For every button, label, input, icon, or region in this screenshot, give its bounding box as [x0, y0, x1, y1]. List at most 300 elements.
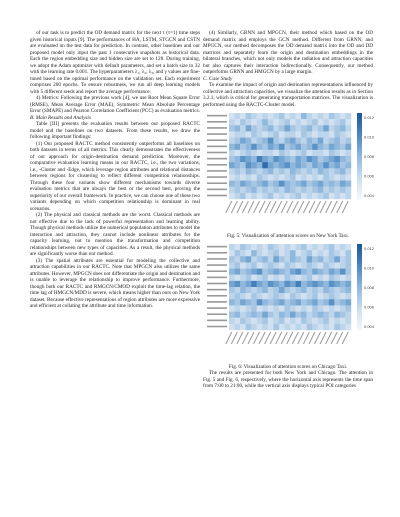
col-tick-mark — [281, 201, 287, 213]
heatmap-cell — [235, 275, 241, 281]
heatmap-cell — [229, 244, 235, 250]
colorbar-tick-label: 0.004 — [364, 324, 375, 329]
heatmap-cell — [323, 168, 329, 174]
heatmap-cell — [268, 150, 274, 156]
heatmap-cell — [262, 162, 268, 168]
heatmap-cell — [329, 287, 335, 293]
heatmap-cell — [296, 269, 302, 275]
heatmap-cell — [246, 275, 252, 281]
row-tick-mark — [207, 277, 227, 279]
heatmap-cell — [334, 256, 340, 262]
heatmap-cell — [334, 162, 340, 168]
heatmap-cell — [312, 244, 318, 250]
heatmap-cell — [323, 162, 329, 168]
heatmap-cell — [279, 150, 285, 156]
heatmap-cell — [318, 275, 324, 281]
col-tick-mark — [287, 201, 293, 213]
heatmap-cell — [307, 281, 313, 287]
heatmap-cell — [268, 125, 274, 131]
left-paragraph-b-1: (1) Our proposed RACTC method consistently outperforms all baselines on both datasets in terms of all metrics. This clearly demonstrates the effectiveness of our approach for origin-destination demand prediction. Moreover, the comparative evaluation learning means in our RACTC, i.e., the two variations, i.e., -Cluster and -Edge, which leverage region attributes and relational distances between regions for clustering to reflect different competition relationships. Through these four variants show different mechanisms towards diverse evaluation metrics that are always the best or the second best, proving the superiority of our overall framework. In practice, we can choose one of these two variants depending on which competition relationship is dominant in real scenarios. — [30, 140, 200, 212]
heatmap-cell — [246, 318, 252, 324]
heatmap-cell — [334, 312, 340, 318]
heatmap-cell — [334, 125, 340, 131]
col-tick-mark — [331, 201, 337, 213]
col-tick-mark — [254, 201, 260, 213]
row-tick-mark — [207, 313, 227, 315]
heatmap-cell — [323, 318, 329, 324]
heatmap-cell — [251, 324, 257, 330]
heatmap-cell — [340, 262, 346, 268]
heatmap-cell — [334, 119, 340, 125]
heatmap-cell — [240, 299, 246, 305]
heatmap-cell — [262, 150, 268, 156]
colorbar-segment — [357, 267, 362, 270]
heatmap-cell — [329, 318, 335, 324]
heatmap-cell — [235, 156, 241, 162]
heatmap-cell — [301, 281, 307, 287]
heatmap-cell — [345, 250, 351, 256]
row-tick-mark — [207, 326, 227, 328]
heatmap-cell — [251, 244, 257, 250]
heatmap-cell — [318, 324, 324, 330]
heatmap-cell — [229, 281, 235, 287]
heatmap-cell — [257, 181, 263, 187]
heatmap-cell — [345, 174, 351, 180]
heatmap-cell — [229, 187, 235, 193]
heatmap-cell — [345, 281, 351, 287]
heatmap-cell — [340, 119, 346, 125]
heatmap-cell — [290, 119, 296, 125]
colorbar-tick-label: 0.006 — [364, 173, 375, 179]
heatmap-cell — [312, 256, 318, 262]
heatmap-cell — [240, 293, 246, 299]
heatmap-cell — [334, 287, 340, 293]
colorbar-segment — [357, 316, 362, 319]
heatmap-cell — [290, 299, 296, 305]
row-tick-mark — [207, 320, 227, 322]
heatmap-cell — [235, 168, 241, 174]
heatmap-cell — [279, 256, 285, 262]
heatmap-cell — [262, 193, 268, 199]
heatmap-cell — [318, 144, 324, 150]
heatmap-cell — [246, 138, 252, 144]
heatmap-cell — [273, 244, 279, 250]
heatmap-cell — [240, 269, 246, 275]
heatmap-cell — [307, 244, 313, 250]
heatmap-cell — [323, 187, 329, 193]
heatmap-cell — [262, 187, 268, 193]
heatmap-cell — [296, 156, 302, 162]
heatmap-cell — [235, 138, 241, 144]
col-tick-mark — [292, 332, 298, 344]
heatmap-cell — [329, 293, 335, 299]
heatmap-cell — [279, 250, 285, 256]
heatmap-cell — [229, 299, 235, 305]
heatmap-cell — [323, 174, 329, 180]
heatmap-cell — [296, 113, 302, 119]
heatmap-cell — [268, 287, 274, 293]
colorbar-segment — [357, 130, 362, 133]
heatmap-cell — [235, 299, 241, 305]
heatmap-cell — [307, 193, 313, 199]
heatmap-cell — [334, 138, 340, 144]
heatmap-cell — [318, 269, 324, 275]
heatmap-cell — [312, 305, 318, 311]
heatmap-cell — [323, 150, 329, 156]
heatmap-cell — [279, 168, 285, 174]
heatmap-cell — [301, 156, 307, 162]
col-tick-mark — [309, 201, 315, 213]
heatmap-cell — [273, 119, 279, 125]
col-tick-mark — [326, 201, 332, 213]
heatmap-cell — [329, 162, 335, 168]
heatmap-cell — [262, 275, 268, 281]
heatmap-cell — [257, 168, 263, 174]
heatmap-cell — [262, 256, 268, 262]
colorbar-segment — [357, 147, 362, 150]
heatmap-cell — [284, 138, 290, 144]
heatmap-cell — [235, 312, 241, 318]
heatmap-cell — [312, 250, 318, 256]
colorbar-segment — [357, 188, 362, 191]
colorbar-segment — [357, 278, 362, 281]
heatmap-cell — [273, 138, 279, 144]
heatmap-cell — [312, 293, 318, 299]
col-tick-mark — [298, 201, 304, 213]
heatmap-cell — [229, 113, 235, 119]
heatmap-cell — [318, 174, 324, 180]
colorbar-segment — [357, 264, 362, 267]
heatmap-cell — [290, 293, 296, 299]
heatmap-cell — [251, 299, 257, 305]
heatmap-cell — [257, 262, 263, 268]
heatmap-cell — [334, 324, 340, 330]
heatmap-cell — [301, 312, 307, 318]
heatmap-cell — [290, 318, 296, 324]
colorbar-segment — [357, 290, 362, 293]
heatmap-cell — [262, 287, 268, 293]
heatmap-cell — [284, 119, 290, 125]
heatmap-cell — [246, 269, 252, 275]
col-tick-mark — [270, 332, 276, 344]
heatmap-cell — [329, 275, 335, 281]
heatmap-cell — [301, 119, 307, 125]
heatmap-cell — [296, 287, 302, 293]
heatmap-cell — [246, 181, 252, 187]
heatmap-cell — [279, 193, 285, 199]
heatmap-cell — [334, 156, 340, 162]
colorbar-segment — [357, 139, 362, 142]
heatmap-cell — [312, 156, 318, 162]
heatmap-cell — [296, 305, 302, 311]
row-tick-mark — [207, 289, 227, 291]
heatmap-cell — [323, 312, 329, 318]
heatmap-cell — [307, 287, 313, 293]
col-tick-mark — [331, 332, 337, 344]
colorbar-segment — [357, 293, 362, 296]
heatmap-cell — [312, 131, 318, 137]
heatmap-cell — [279, 125, 285, 131]
row-tick-mark — [207, 307, 227, 309]
heatmap-cell — [251, 262, 257, 268]
col-tick-mark — [231, 332, 237, 344]
heatmap-cell — [229, 138, 235, 144]
colorbar-segment — [357, 310, 362, 313]
heatmap-cell — [323, 125, 329, 131]
heatmap-cell — [323, 138, 329, 144]
heatmap-cell — [273, 312, 279, 318]
heatmap-cell — [273, 162, 279, 168]
col-tick-mark — [248, 332, 254, 344]
heatmap-cell — [323, 281, 329, 287]
heatmap-cell — [307, 256, 313, 262]
heatmap-cell — [229, 162, 235, 168]
fig6-heatmap — [203, 242, 373, 362]
heatmap-cell — [284, 269, 290, 275]
heatmap-cell — [246, 119, 252, 125]
heatmap-cell — [318, 131, 324, 137]
heatmap-cell — [340, 187, 346, 193]
heatmap-cell — [251, 119, 257, 125]
heatmap-cell — [268, 138, 274, 144]
heatmap-cell — [257, 150, 263, 156]
heatmap-cell — [290, 138, 296, 144]
col-tick-mark — [248, 201, 254, 213]
heatmap-cell — [290, 181, 296, 187]
heatmap-cell — [273, 262, 279, 268]
heatmap-cell — [257, 256, 263, 262]
heatmap-cell — [235, 162, 241, 168]
heatmap-cell — [307, 150, 313, 156]
col-tick-mark — [231, 201, 237, 213]
heatmap-cell — [312, 162, 318, 168]
heatmap-cell — [345, 324, 351, 330]
heatmap-cell — [240, 156, 246, 162]
row-tick-mark — [207, 152, 227, 154]
colorbar-tick-label: 0.010 — [364, 265, 375, 271]
colorbar-tick-label: 0.012 — [364, 115, 375, 120]
heatmap-cell — [257, 193, 263, 199]
heatmap-cell — [296, 181, 302, 187]
heatmap-cell — [290, 287, 296, 293]
heatmap-cell — [229, 181, 235, 187]
heatmap-cell — [229, 287, 235, 293]
heatmap-cell — [323, 181, 329, 187]
heatmap-cell — [307, 125, 313, 131]
col-tick-mark — [292, 201, 298, 213]
heatmap-cell — [257, 138, 263, 144]
heatmap-cell — [318, 256, 324, 262]
heatmap-cell — [246, 256, 252, 262]
heatmap-cell — [240, 287, 246, 293]
heatmap-cell — [323, 193, 329, 199]
heatmap-cell — [268, 181, 274, 187]
heatmap-cell — [312, 299, 318, 305]
heatmap-cell — [229, 156, 235, 162]
heatmap-cell — [284, 287, 290, 293]
left-paragraph-0: of our task is to predict the OD demand matrix for the next τ (τ=1) time steps given historical inputs [9]. The performances of HA, LSTM, STGCN and CSTN are evaluated on the test data for prediction. In contrast, other baselines and our proposed model only input the past 1 consecutive snapshots as historical data. Each the region embedding size and hidden size are set to 128. During training, we adopt the Adam optimizer with default parameters, and set a batch size to 32 with the learning rate 0.001. The hyperparameters λ₁, λ₂, λ₃, and γ values are fine-tuned based on the optimal performance on the validation set. Each experiment comprises 200 epochs. To ensure robustness, we run all deep learning models with 5 different seeds and report the average performance. — [30, 30, 201, 95]
col-tick-mark — [303, 201, 309, 213]
row-tick-mark — [207, 195, 227, 197]
section-heading-case-study: C. Case Study — [203, 75, 233, 82]
heatmap-cell — [262, 174, 268, 180]
row-tick-mark — [207, 133, 227, 135]
heatmap-cell — [307, 138, 313, 144]
colorbar-segment — [357, 261, 362, 264]
heatmap-cell — [279, 312, 285, 318]
heatmap-cell — [301, 299, 307, 305]
colorbar-segment — [357, 182, 362, 185]
heatmap-cell — [235, 113, 241, 119]
heatmap-cell — [262, 312, 268, 318]
heatmap-cell — [334, 131, 340, 137]
heatmap-cell — [312, 324, 318, 330]
colorbar-segment — [357, 133, 362, 136]
figure-6 — [203, 242, 373, 362]
heatmap-cell — [296, 193, 302, 199]
heatmap-cell — [290, 256, 296, 262]
heatmap-cell — [246, 324, 252, 330]
heatmap-cell — [279, 269, 285, 275]
heatmap-cell — [345, 187, 351, 193]
heatmap-cell — [290, 150, 296, 156]
heatmap-cell — [262, 131, 268, 137]
heatmap-cell — [262, 269, 268, 275]
col-tick-mark — [320, 332, 326, 344]
heatmap-cell — [296, 256, 302, 262]
colorbar-segment — [357, 287, 362, 290]
heatmap-cell — [273, 181, 279, 187]
heatmap-cell — [262, 156, 268, 162]
heatmap-cell — [235, 256, 241, 262]
heatmap-cell — [262, 318, 268, 324]
col-tick-mark — [242, 332, 248, 344]
heatmap-cell — [307, 144, 313, 150]
heatmap-cell — [257, 299, 263, 305]
heatmap-cell — [345, 181, 351, 187]
heatmap-cell — [235, 269, 241, 275]
heatmap-cell — [340, 287, 346, 293]
heatmap-cell — [345, 269, 351, 275]
heatmap-cell — [334, 193, 340, 199]
colorbar-tick-label: 0.008 — [364, 285, 375, 290]
colorbar-segment — [357, 253, 362, 256]
heatmap-cell — [246, 312, 252, 318]
heatmap-cell — [290, 269, 296, 275]
heatmap-cell — [318, 193, 324, 199]
heatmap-cell — [240, 162, 246, 168]
heatmap-cell — [257, 269, 263, 275]
row-tick-mark — [207, 264, 227, 266]
heatmap-cell — [257, 119, 263, 125]
heatmap-cell — [229, 305, 235, 311]
heatmap-cell — [246, 187, 252, 193]
heatmap-cell — [296, 119, 302, 125]
heatmap-cell — [268, 250, 274, 256]
row-tick-mark — [207, 115, 227, 117]
heatmap-cell — [329, 256, 335, 262]
right-paragraphs — [203, 30, 373, 76]
heatmap-cell — [301, 250, 307, 256]
heatmap-cell — [345, 287, 351, 293]
heatmap-cell — [279, 174, 285, 180]
colorbar-segment — [357, 301, 362, 304]
heatmap-cell — [334, 262, 340, 268]
heatmap-cell — [273, 269, 279, 275]
section-heading-main-results: B. Main Results and Analysis — [30, 114, 91, 121]
heatmap-cell — [318, 125, 324, 131]
heatmap-cell — [318, 305, 324, 311]
heatmap-cell — [296, 138, 302, 144]
col-tick-mark — [265, 201, 271, 213]
heatmap-cell — [262, 281, 268, 287]
heatmap-cell — [229, 119, 235, 125]
heatmap-cell — [296, 244, 302, 250]
heatmap-cell — [318, 262, 324, 268]
col-tick-mark — [270, 201, 276, 213]
heatmap-cell — [323, 269, 329, 275]
heatmap-cell — [240, 150, 246, 156]
heatmap-cell — [312, 318, 318, 324]
heatmap-cell — [340, 181, 346, 187]
heatmap-cell — [246, 305, 252, 311]
heatmap-cell — [246, 262, 252, 268]
heatmap-cell — [307, 305, 313, 311]
heatmap-cell — [251, 187, 257, 193]
heatmap-cell — [246, 144, 252, 150]
heatmap-cell — [251, 256, 257, 262]
heatmap-cell — [235, 318, 241, 324]
heatmap-cell — [251, 131, 257, 137]
heatmap-cell — [284, 174, 290, 180]
heatmap-cell — [340, 305, 346, 311]
heatmap-cell — [268, 187, 274, 193]
colorbar-segment — [357, 296, 362, 299]
colorbar-segment — [357, 319, 362, 322]
heatmap-cell — [307, 113, 313, 119]
heatmap-cell — [323, 293, 329, 299]
fig5-heatmap — [203, 111, 373, 231]
row-tick-mark — [207, 301, 227, 303]
left-column — [30, 30, 200, 310]
heatmap-cell — [240, 174, 246, 180]
heatmap-cell — [290, 162, 296, 168]
heatmap-cell — [318, 244, 324, 250]
heatmap-cell — [307, 269, 313, 275]
heatmap-cell — [284, 150, 290, 156]
colorbar-segment — [357, 159, 362, 162]
heatmap-cell — [345, 131, 351, 137]
heatmap-cell — [235, 181, 241, 187]
heatmap-cell — [273, 275, 279, 281]
heatmap-cell — [318, 299, 324, 305]
heatmap-cell — [262, 119, 268, 125]
heatmap-cell — [240, 125, 246, 131]
col-tick-mark — [342, 201, 348, 213]
heatmap-cell — [257, 293, 263, 299]
heatmap-cell — [340, 293, 346, 299]
right-paragraphs-2 — [203, 82, 373, 108]
heatmap-cell — [323, 131, 329, 137]
left-paragraph-b-2: (2) The physical and classical methods are the worst. Classical methods are not effective due to the lack of powerful representation and learning ability. Though physical methods utilize the numerical population attributes to model the interaction and attraction, they cannot include nonlinear attributes for the capacity learning, not to mention the transformation and competition relationships between new types of capacities. As a result, the physical methods are significantly worse than our method. — [30, 212, 200, 257]
heatmap-cell — [273, 174, 279, 180]
colorbar-segment — [357, 156, 362, 159]
heatmap-cell — [340, 256, 346, 262]
heatmap-cell — [229, 193, 235, 199]
heatmap-cell — [323, 119, 329, 125]
heatmap-cell — [318, 150, 324, 156]
heatmap-cell — [312, 262, 318, 268]
